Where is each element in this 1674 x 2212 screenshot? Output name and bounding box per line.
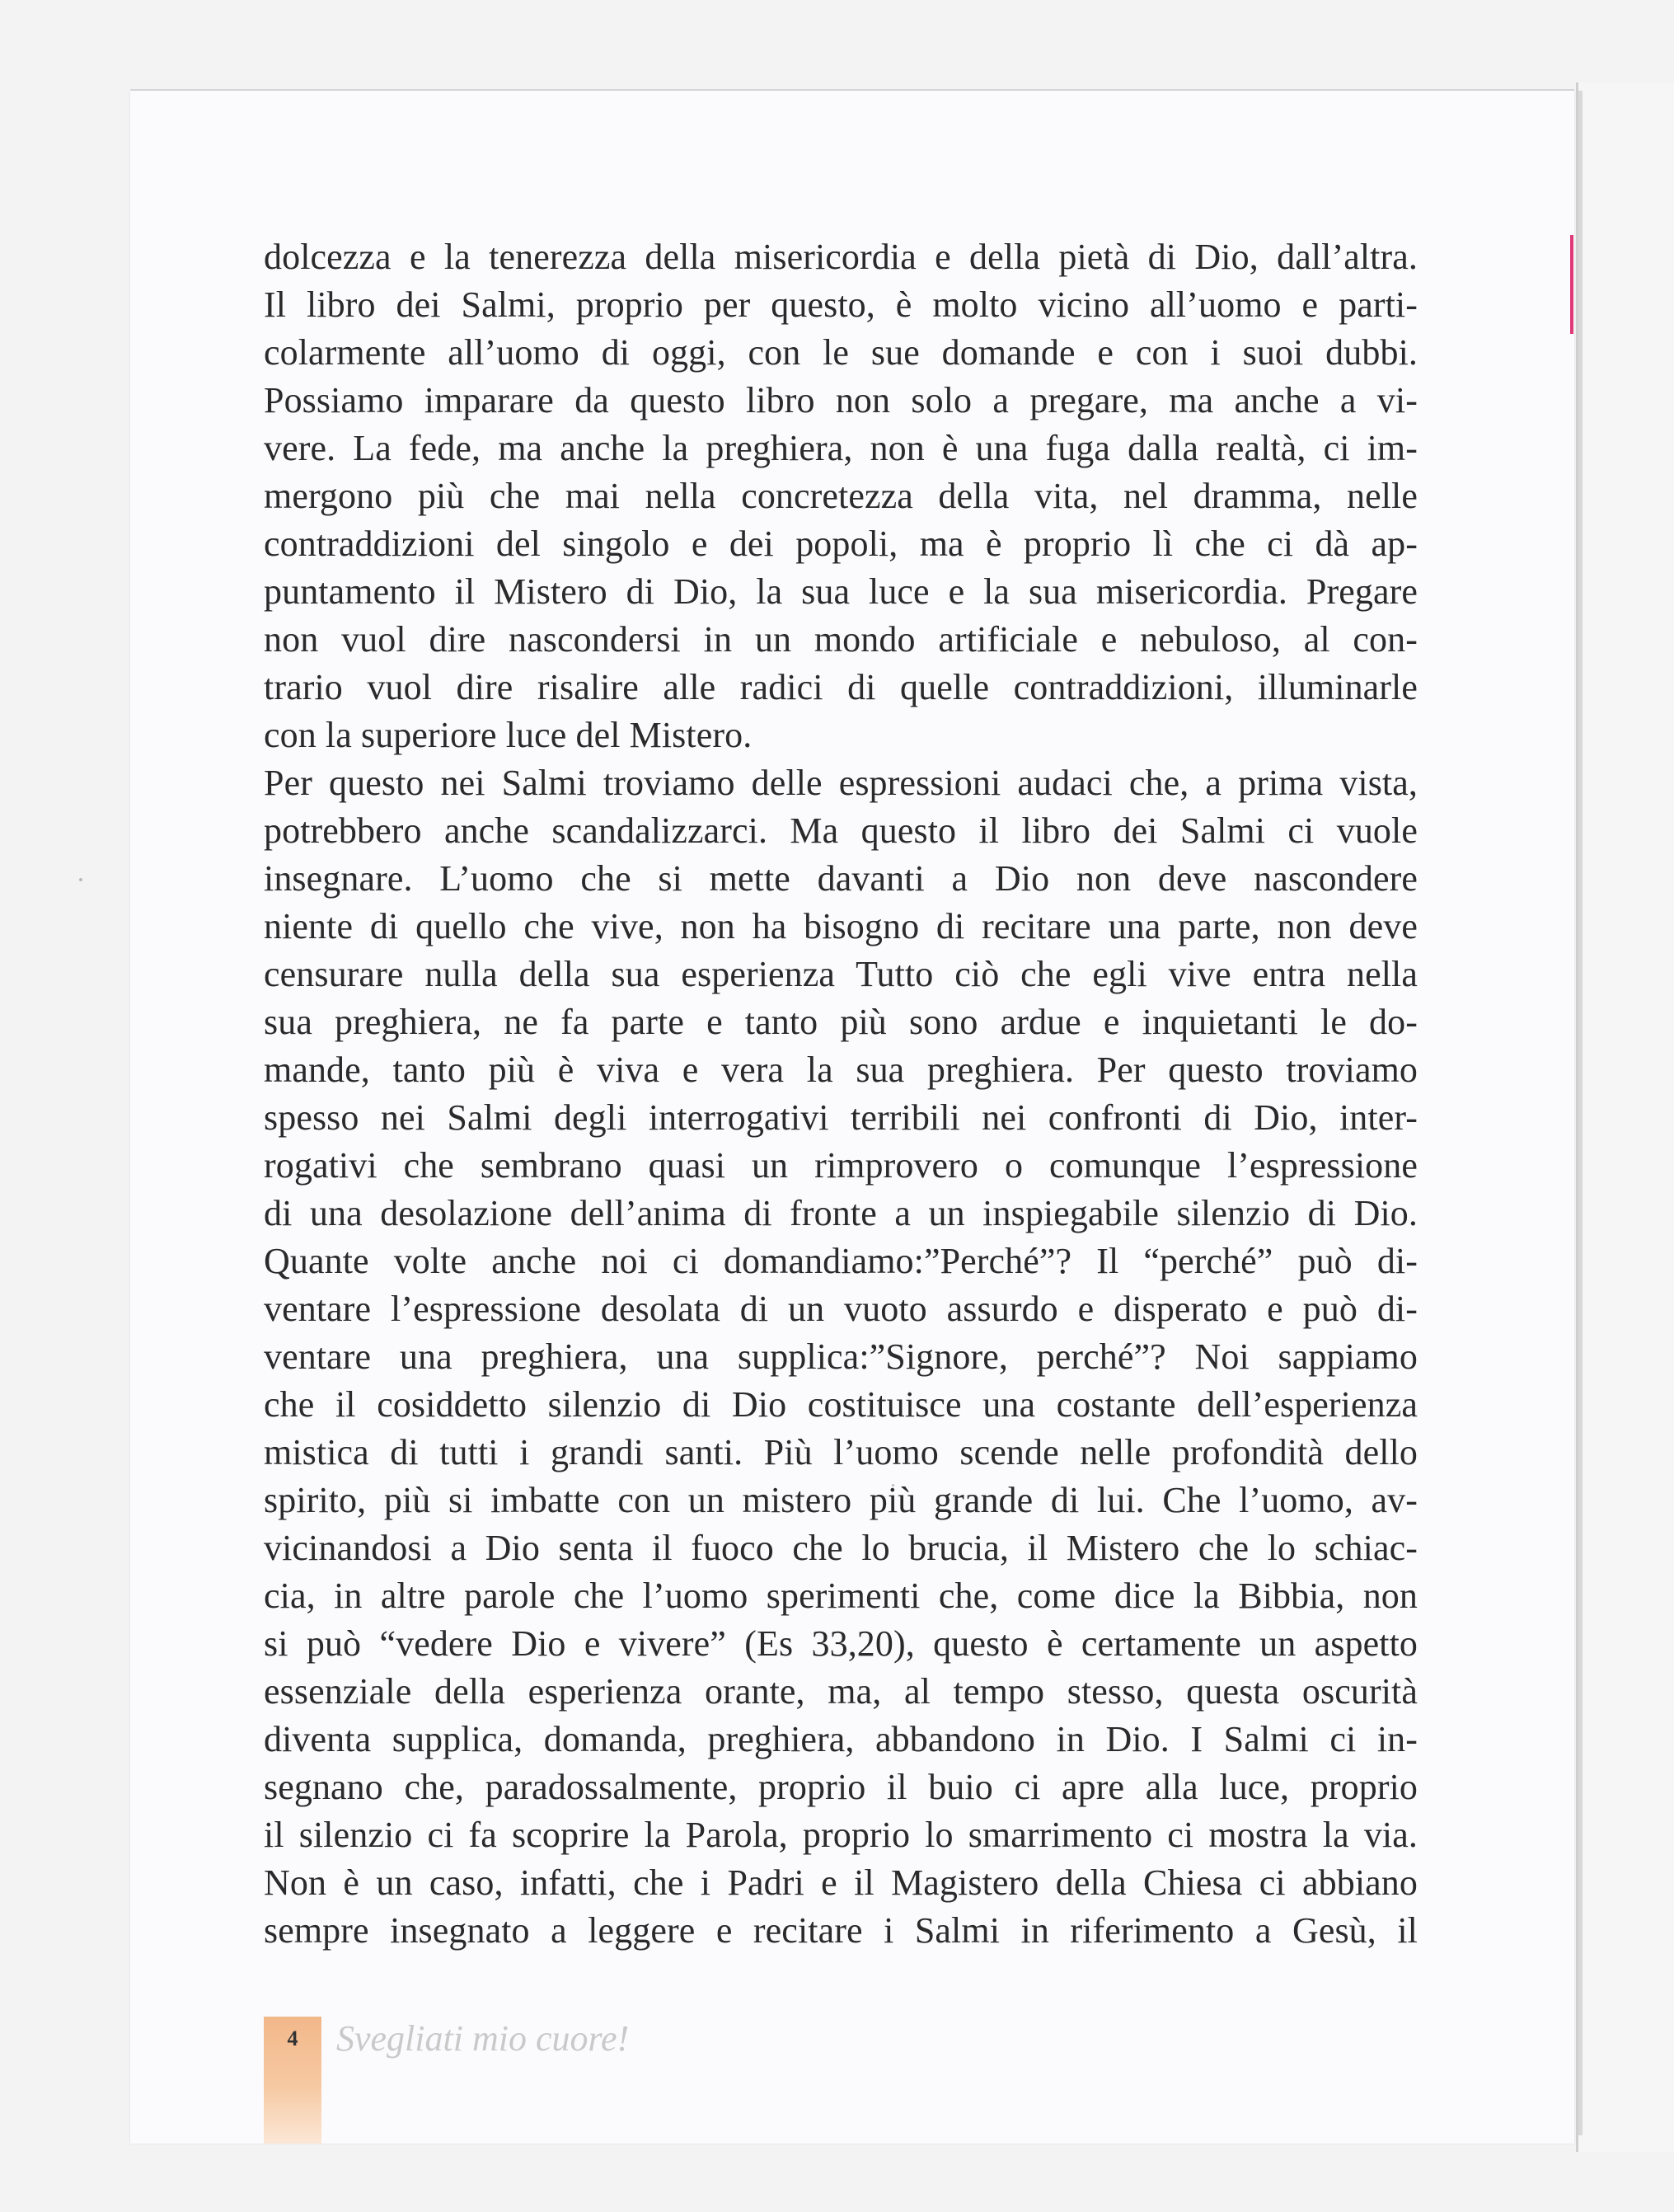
text-line: sua preghiera, ne fa parte e tanto più sono ardue e inquietanti le do-	[264, 1002, 1418, 1042]
page-number: 4	[287, 2026, 298, 2050]
text-line: non vuol dire nascondersi in un mondo artificiale e nebuloso, al con-	[264, 619, 1418, 660]
text-line: vere. La fede, ma anche la preghiera, non è una fuga dalla realtà, ci im-	[264, 428, 1418, 468]
text-line: mistica di tutti i grandi santi. Più l’uomo scende nelle profondità dello	[264, 1432, 1418, 1472]
text-line: colarmente all’uomo di oggi, con le sue domande e con i suoi dubbi.	[264, 332, 1418, 373]
text-line: ventare una preghiera, una supplica:”Signore, perché”? Noi sappiamo	[264, 1336, 1418, 1377]
text-line: mergono più che mai nella concretezza della vita, nel dramma, nelle	[264, 476, 1418, 516]
text-line: potrebbero anche scandalizzarci. Ma questo il libro dei Salmi ci vuole	[264, 810, 1418, 851]
text-line: contraddizioni del singolo e dei popoli, ma è proprio lì che ci dà ap-	[264, 524, 1418, 564]
text-line: segnano che, paradossalmente, proprio il buio ci apre alla luce, proprio	[264, 1767, 1418, 1807]
facing-page-edge	[1576, 82, 1674, 2152]
text-line: Il libro dei Salmi, proprio per questo, è molto vicino all’uomo e parti-	[264, 284, 1418, 325]
text-line: puntamento il Mistero di Dio, la sua luce e la sua misericordia. Pregare	[264, 571, 1418, 612]
text-line: Non è un caso, infatti, che i Padri e il Magistero della Chiesa ci abbiano	[264, 1862, 1418, 1903]
text-line: essenziale della esperienza orante, ma, al tempo stesso, questa oscurità	[264, 1671, 1418, 1712]
text-line: dolcezza e la tenerezza della misericordia e della pietà di Dio, dall’altra.	[264, 237, 1418, 277]
text-line: diventa supplica, domanda, preghiera, abbandono in Dio. I Salmi ci in-	[264, 1719, 1418, 1759]
text-line: spirito, più si imbatte con un mistero più grande di lui. Che l’uomo, av-	[264, 1480, 1418, 1520]
text-line: spesso nei Salmi degli interrogativi terribili nei confronti di Dio, inter-	[264, 1097, 1418, 1138]
text-line: Possiamo imparare da questo libro non solo a pregare, ma anche a vi-	[264, 380, 1418, 420]
text-line: con la superiore luce del Mistero.	[264, 715, 753, 755]
text-line: mande, tanto più è viva e vera la sua preghiera. Per questo troviamo	[264, 1050, 1418, 1090]
text-line: sempre insegnato a leggere e recitare i Salmi in riferimento a Gesù, il	[264, 1910, 1418, 1951]
text-line: Per questo nei Salmi troviamo delle espressioni audaci che, a prima vista,	[264, 763, 1418, 803]
text-line: censurare nulla della sua esperienza Tutto ciò che egli vive entra nella	[264, 954, 1418, 994]
text-line: ventare l’espressione desolata di un vuoto assurdo e disperato e può di-	[264, 1289, 1418, 1329]
text-line: cia, in altre parole che l’uomo sperimenti che, come dice la Bibbia, non	[264, 1576, 1418, 1616]
text-line: che il cosiddetto silenzio di Dio costituisce una costante dell’esperienza	[264, 1384, 1418, 1425]
scan-speck	[79, 878, 82, 881]
text-line: niente di quello che vive, non ha bisogno di recitare una parte, non deve	[264, 906, 1418, 946]
text-line: rogativi che sembrano quasi un rimprovero o comunque l’espressione	[264, 1145, 1418, 1186]
text-line: si può “vedere Dio e vivere” (Es 33,20), questo è certamente un aspetto	[264, 1623, 1418, 1664]
text-line: Quante volte anche noi ci domandiamo:”Perché”? Il “perché” può di-	[264, 1241, 1418, 1281]
text-line: vicinandosi a Dio senta il fuoco che lo brucia, il Mistero che lo schiac-	[264, 1528, 1418, 1568]
text-line: di una desolazione dell’anima di fronte a un inspiegabile silenzio di Dio.	[264, 1193, 1418, 1233]
text-line: trario vuol dire risalire alle radici di quelle contraddizioni, illuminarle	[264, 667, 1418, 707]
text-line: insegnare. L’uomo che si mette davanti a Dio non deve nascondere	[264, 858, 1418, 899]
facing-page-accent	[1570, 235, 1573, 334]
text-line: il silenzio ci fa scoprire la Parola, proprio lo smarrimento ci mostra la via.	[264, 1815, 1418, 1855]
running-title: Svegliati mio cuore!	[336, 2018, 630, 2059]
binding-shadow	[1578, 91, 1583, 2135]
body-text	[264, 233, 1418, 1955]
